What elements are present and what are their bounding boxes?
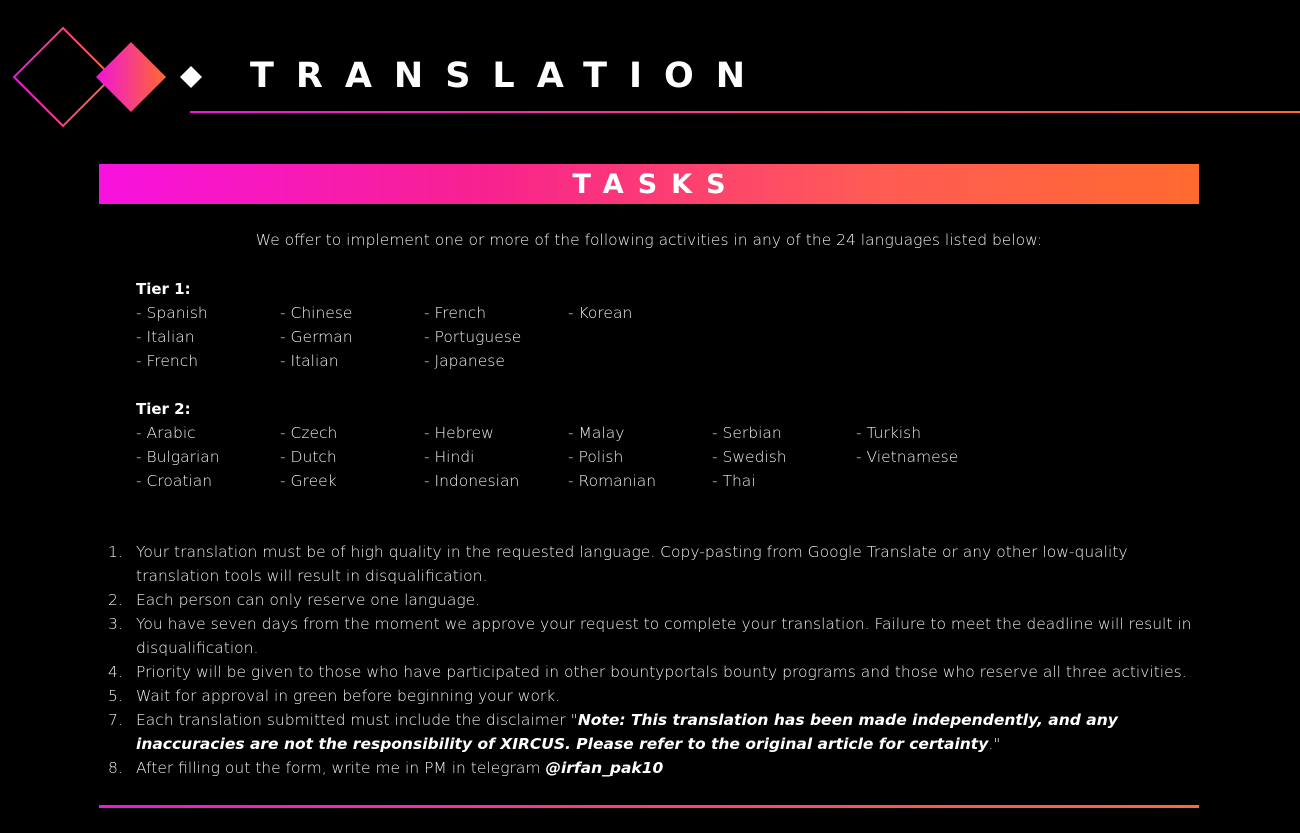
small-white-diamond bbox=[180, 66, 202, 88]
rule-text: Your translation must be of high quality in the requested language. Copy-pasting from Google Translate or any other low-quality translation tools will result in disqualification. bbox=[136, 543, 1128, 585]
rule-item bbox=[108, 708, 1198, 756]
language-item: - Korean bbox=[568, 304, 633, 322]
tasks-banner bbox=[99, 164, 1199, 204]
rule-item bbox=[108, 660, 1198, 684]
rule-text: Priority will be given to those who have participated in other bountyportals bounty programs and those who reserve all three activities. bbox=[136, 663, 1187, 681]
disclaimer-text: Note: This translation has been made independently, and any inaccuracies are not the responsibility of XIRCUS. Please refer to the original article for certainty bbox=[136, 711, 1118, 753]
rule-number: 2. bbox=[108, 591, 123, 609]
rule-text-lead: After filling out the form, write me in PM in telegram bbox=[136, 759, 546, 777]
language-item: - Turkish bbox=[856, 424, 922, 442]
logo-diamonds bbox=[0, 0, 210, 140]
rule-text: Each person can only reserve one language. bbox=[136, 591, 481, 609]
language-item: - Polish bbox=[568, 448, 624, 466]
rules-list bbox=[108, 540, 1198, 780]
rule-number: 3. bbox=[108, 615, 123, 633]
language-item: - Hindi bbox=[424, 448, 475, 466]
language-item: - Thai bbox=[712, 472, 756, 490]
tier1-label: Tier 1: bbox=[136, 280, 191, 298]
title-divider bbox=[190, 111, 1300, 113]
filled-diamond bbox=[96, 42, 166, 112]
language-item: - Portuguese bbox=[424, 328, 522, 346]
page-title: TRANSLATION bbox=[250, 56, 768, 96]
language-item: - Vietnamese bbox=[856, 448, 959, 466]
language-item: - Arabic bbox=[136, 424, 196, 442]
rule-number: 8. bbox=[108, 759, 123, 777]
rule-number: 5. bbox=[108, 687, 123, 705]
language-item: - Hebrew bbox=[424, 424, 494, 442]
rule-number: 1. bbox=[108, 543, 123, 561]
rule-text-lead: Each translation submitted must include the disclaimer " bbox=[136, 711, 578, 729]
language-item: - French bbox=[136, 352, 199, 370]
rule-item bbox=[108, 588, 1198, 612]
intro-text: We offer to implement one or more of the following activities in any of the 24 languages listed below: bbox=[255, 231, 1043, 249]
language-item: - Romanian bbox=[568, 472, 657, 490]
rule-text-tail: ." bbox=[988, 735, 1001, 753]
language-item: - Malay bbox=[568, 424, 625, 442]
rule-item bbox=[108, 684, 1198, 708]
language-item: - Croatian bbox=[136, 472, 213, 490]
tier2-label: Tier 2: bbox=[136, 400, 191, 418]
tasks-title: TASKS bbox=[572, 168, 740, 200]
bottom-divider bbox=[99, 805, 1199, 808]
language-item: - Bulgarian bbox=[136, 448, 220, 466]
language-item: - Serbian bbox=[712, 424, 782, 442]
language-item: - Greek bbox=[280, 472, 337, 490]
language-item: - Chinese bbox=[280, 304, 353, 322]
language-item: - Spanish bbox=[136, 304, 208, 322]
language-item: - French bbox=[424, 304, 487, 322]
language-item: - Italian bbox=[136, 328, 195, 346]
language-item: - German bbox=[280, 328, 353, 346]
language-item: - Czech bbox=[280, 424, 338, 442]
language-item: - Italian bbox=[280, 352, 339, 370]
language-item: - Indonesian bbox=[424, 472, 520, 490]
tier2-language-grid bbox=[136, 421, 1000, 493]
language-item: - Swedish bbox=[712, 448, 787, 466]
rule-text bbox=[136, 756, 1198, 780]
rule-item bbox=[108, 612, 1198, 660]
rule-item bbox=[108, 540, 1198, 588]
rule-text bbox=[136, 708, 1198, 756]
tier1-language-grid bbox=[136, 301, 1000, 373]
language-item: - Dutch bbox=[280, 448, 337, 466]
language-item: - Japanese bbox=[424, 352, 505, 370]
rule-text: You have seven days from the moment we approve your request to complete your translation. Failure to meet the deadline will result in disqualification. bbox=[136, 615, 1192, 657]
rule-number: 7. bbox=[108, 711, 123, 729]
telegram-handle[interactable]: @irfan_pak10 bbox=[545, 759, 664, 777]
rule-item bbox=[108, 756, 1198, 780]
rule-text: Wait for approval in green before beginning your work. bbox=[136, 687, 561, 705]
rule-number: 4. bbox=[108, 663, 123, 681]
